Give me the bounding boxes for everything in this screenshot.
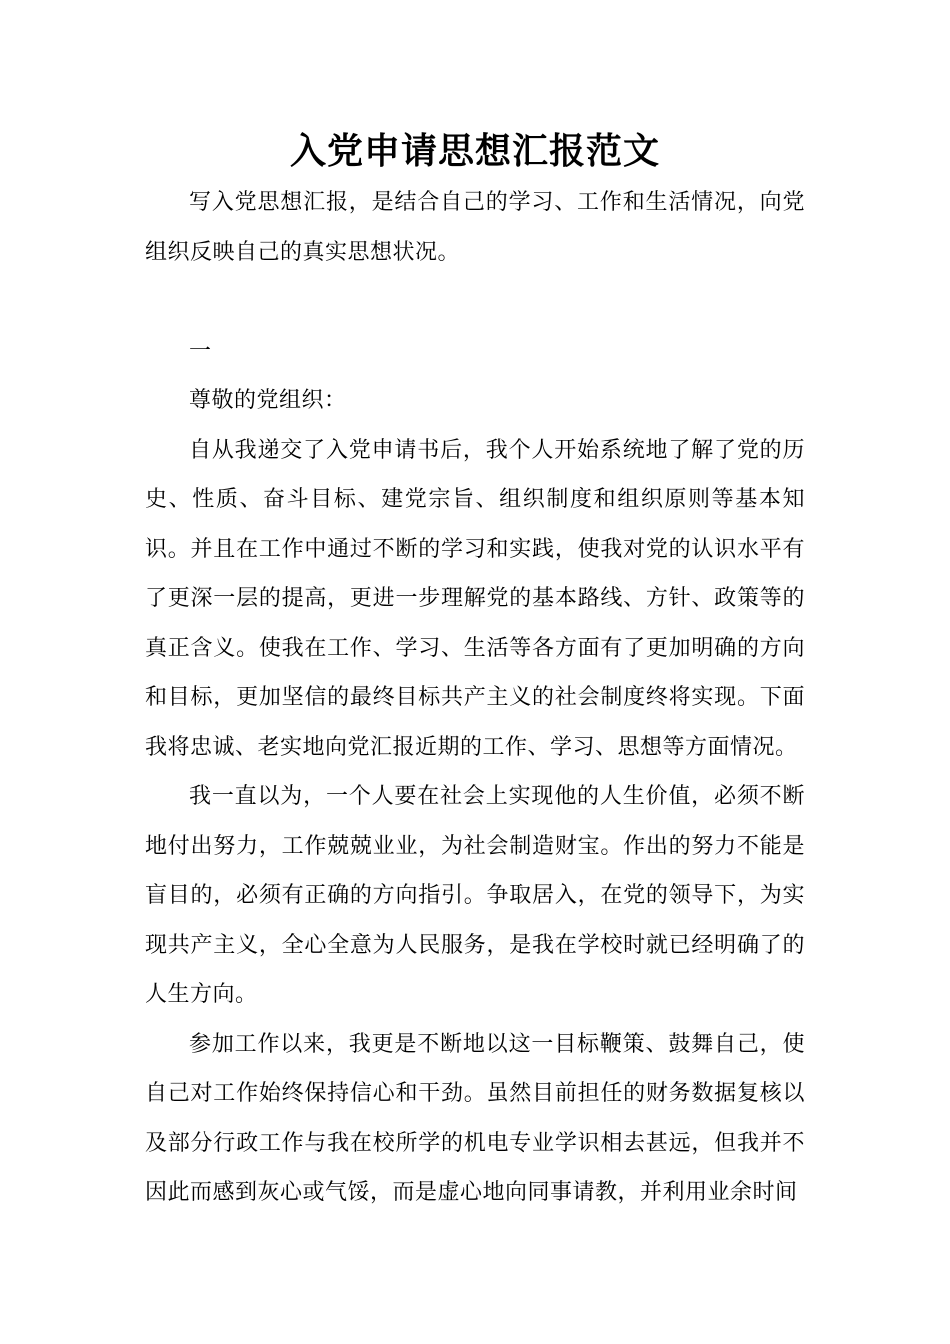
- document-body: [145, 178, 805, 1218]
- body-paragraph: 参加工作以来，我更是不断地以这一目标鞭策、鼓舞自己，使自己对工作始终保持信心和干劲。虽然目前担任的财务数据复核以及部分行政工作与我在校所学的机电专业学识相去甚远，但我并不因此而感到灰心或气馁，而是虚心地向同事请教，并利用业余时间: [145, 1031, 805, 1205]
- salutation: 尊敬的党组织：: [189, 388, 347, 413]
- section-number: 一: [189, 338, 212, 364]
- document-title: 入党申请思想汇报范文: [289, 131, 660, 172]
- blank-line: [145, 277, 805, 327]
- body-paragraph: 我一直以为，一个人要在社会上实现他的人生价值，必须不断地付出努力，工作兢兢业业，为社会制造财宝。作出的努力不能是盲目的，必须有正确的方向指引。争取居入，在党的领导下，为实现共产主义，全心全意为人民服务，是我在学校时就已经明确了的人生方向。: [145, 784, 805, 1007]
- body-paragraph: 自从我递交了入党申请书后，我个人开始系统地了解了党的历史、性质、奋斗目标、建党宗旨、组织制度和组织原则等基本知识。并且在工作中通过不断的学习和实践，使我对党的认识水平有了更深一层的提高，更进一步理解党的基本路线、方针、政策等的真正含义。使我在工作、学习、生活等各方面有了更加明确的方向和目标，更加坚信的最终目标共产主义的社会制度终将实现。下面我将忠诚、老实地向党汇报近期的工作、学习、思想等方面情况。: [145, 437, 805, 760]
- intro-paragraph: 写入党思想汇报，是结合自己的学习、工作和生活情况，向党组织反映自己的真实思想状况。: [145, 190, 805, 265]
